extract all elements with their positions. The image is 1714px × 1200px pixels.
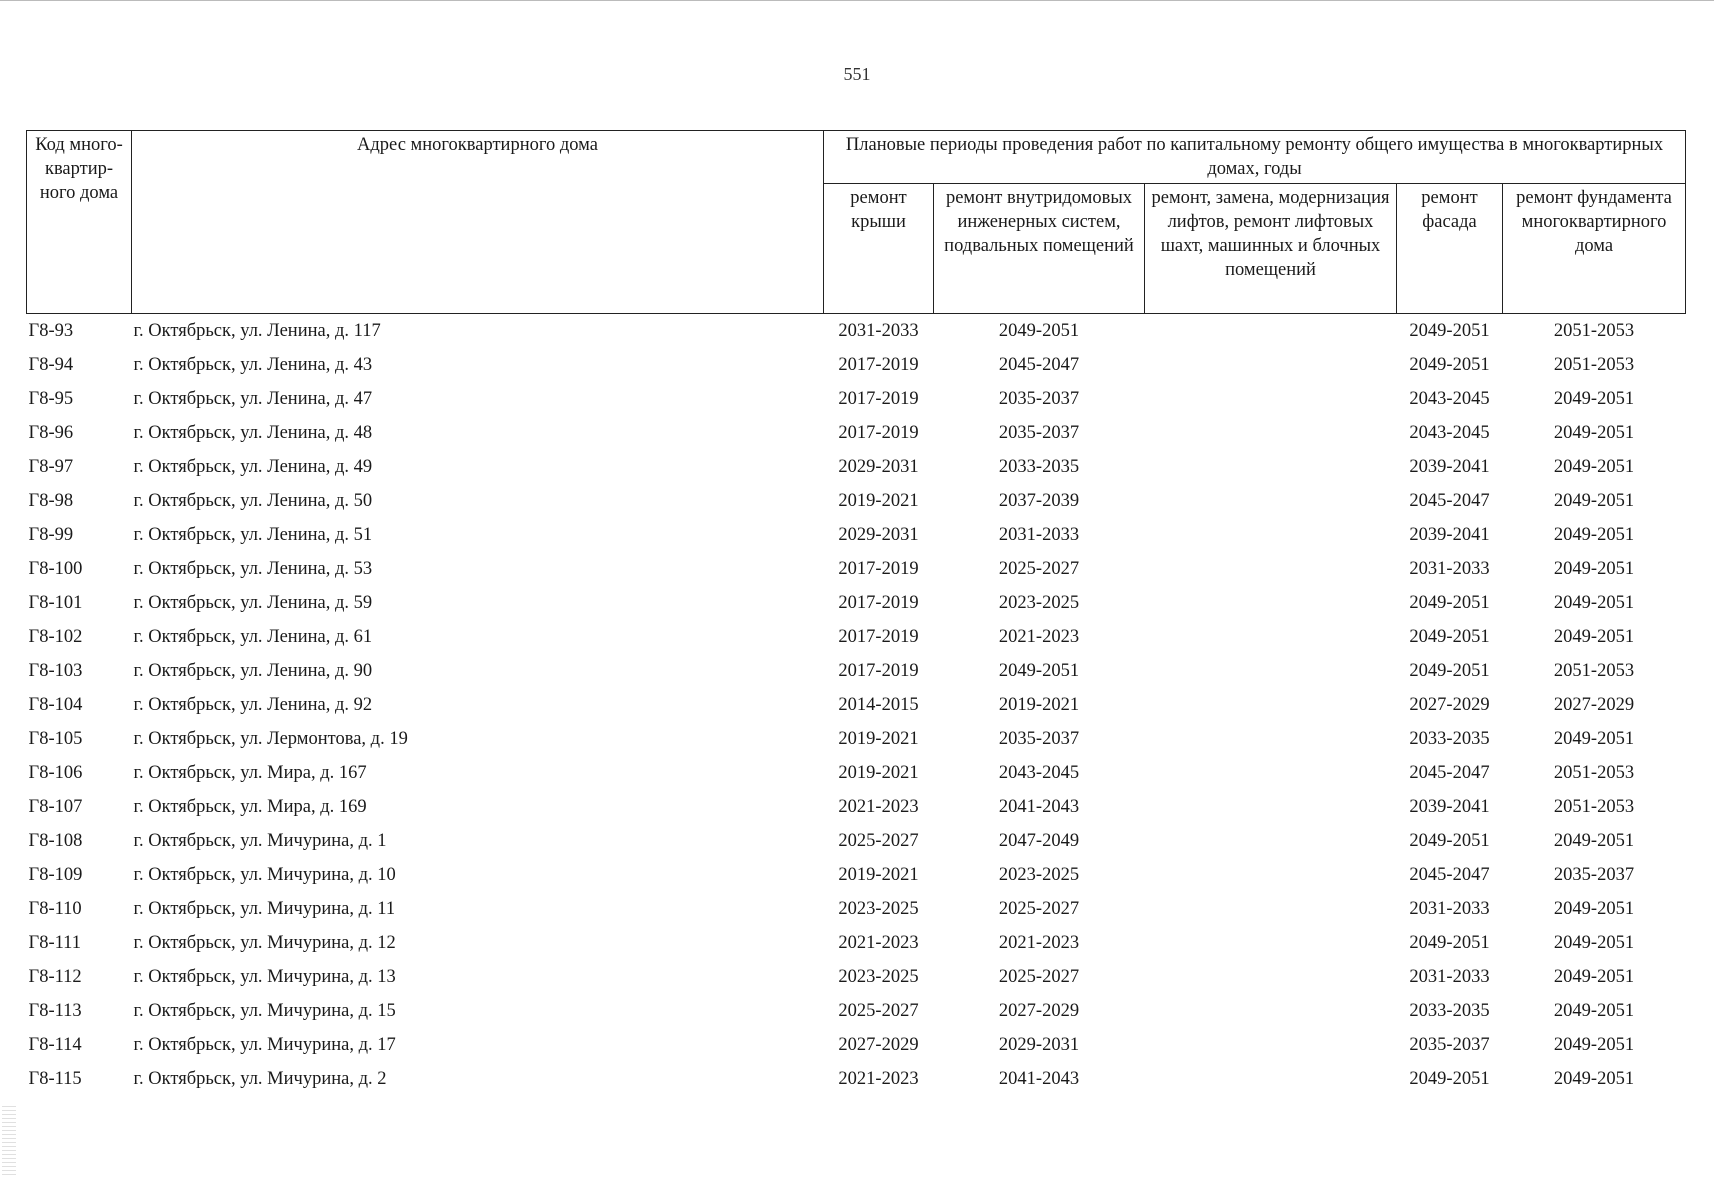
table-row (27, 552, 1686, 586)
cell-facade: 2033-2035 (1409, 1001, 1490, 1021)
cell-facade: 2027-2029 (1409, 695, 1490, 715)
cell-roof: 2017-2019 (838, 627, 919, 647)
cell-roof: 2021-2023 (838, 1069, 919, 1089)
table-row (27, 722, 1686, 756)
cell-roof: 2021-2023 (838, 797, 919, 817)
cell-address: г. Октябрьск, ул. Ленина, д. 61 (133, 627, 373, 647)
cell-code: Г8-98 (28, 491, 74, 511)
cell-elevators (1145, 348, 1397, 382)
cell-foundation: 2049-2051 (1553, 525, 1635, 545)
cell-elevators (1145, 416, 1397, 450)
cell-code: Г8-109 (28, 865, 83, 885)
cell-foundation: 2027-2029 (1553, 695, 1635, 715)
cell-address: г. Октябрьск, ул. Ленина, д. 47 (133, 389, 373, 409)
cell-code: Г8-106 (28, 763, 83, 783)
top-border-line (0, 0, 1714, 1)
cell-facade: 2039-2041 (1409, 797, 1490, 817)
cell-foundation: 2049-2051 (1553, 729, 1635, 749)
cell-elevators (1145, 722, 1397, 756)
cell-engineering: 2031-2033 (998, 525, 1080, 545)
cell-elevators (1145, 586, 1397, 620)
table-body (27, 314, 1686, 1097)
header-facade: ремонт фасада (1397, 184, 1503, 314)
table-row (27, 1028, 1686, 1062)
table-row (27, 620, 1686, 654)
cell-code: Г8-115 (28, 1069, 82, 1089)
cell-address: г. Октябрьск, ул. Мичурина, д. 12 (133, 933, 396, 953)
capital-repair-table (26, 130, 1686, 1096)
cell-facade: 2049-2051 (1409, 627, 1490, 647)
cell-roof: 2019-2021 (838, 865, 919, 885)
cell-elevators (1145, 620, 1397, 654)
cell-address: г. Октябрьск, ул. Ленина, д. 48 (133, 423, 373, 443)
table-row (27, 688, 1686, 722)
cell-engineering: 2021-2023 (998, 627, 1080, 647)
cell-facade: 2049-2051 (1409, 1069, 1490, 1089)
cell-address: г. Октябрьск, ул. Мира, д. 169 (133, 797, 367, 817)
cell-code: Г8-105 (28, 729, 83, 749)
cell-foundation: 2051-2053 (1553, 321, 1635, 341)
cell-elevators (1145, 654, 1397, 688)
cell-code: Г8-102 (28, 627, 83, 647)
cell-facade: 2043-2045 (1409, 423, 1490, 443)
cell-roof: 2017-2019 (838, 661, 919, 681)
cell-code: Г8-99 (28, 525, 74, 545)
cell-engineering: 2037-2039 (998, 491, 1080, 511)
cell-engineering: 2019-2021 (998, 695, 1080, 715)
cell-elevators (1145, 450, 1397, 484)
cell-facade: 2045-2047 (1409, 865, 1490, 885)
cell-engineering: 2023-2025 (998, 865, 1080, 885)
table-row (27, 1062, 1686, 1096)
cell-facade: 2045-2047 (1409, 763, 1490, 783)
table-row (27, 824, 1686, 858)
cell-facade: 2031-2033 (1409, 967, 1490, 987)
cell-elevators (1145, 994, 1397, 1028)
cell-elevators (1145, 960, 1397, 994)
cell-address: г. Октябрьск, ул. Мичурина, д. 11 (133, 899, 396, 919)
cell-code: Г8-111 (28, 933, 81, 953)
cell-facade: 2031-2033 (1409, 899, 1490, 919)
cell-facade: 2049-2051 (1409, 355, 1490, 375)
cell-foundation: 2051-2053 (1553, 797, 1635, 817)
cell-address: г. Октябрьск, ул. Ленина, д. 117 (133, 321, 381, 341)
cell-foundation: 2051-2053 (1553, 355, 1635, 375)
cell-code: Г8-94 (28, 355, 74, 375)
cell-facade: 2049-2051 (1409, 661, 1490, 681)
cell-facade: 2045-2047 (1409, 491, 1490, 511)
cell-elevators (1145, 688, 1397, 722)
cell-engineering: 2045-2047 (998, 355, 1080, 375)
header-foundation: ремонт фундамента многоквартирного дома (1503, 184, 1686, 314)
table-row (27, 314, 1686, 349)
cell-code: Г8-107 (28, 797, 83, 817)
cell-roof: 2023-2025 (838, 967, 919, 987)
cell-code: Г8-110 (28, 899, 82, 919)
cell-engineering: 2047-2049 (998, 831, 1080, 851)
cell-engineering: 2033-2035 (998, 457, 1080, 477)
cell-code: Г8-96 (28, 423, 74, 443)
cell-foundation: 2049-2051 (1553, 457, 1635, 477)
table-row (27, 756, 1686, 790)
cell-roof: 2017-2019 (838, 389, 919, 409)
cell-roof: 2019-2021 (838, 729, 919, 749)
cell-roof: 2021-2023 (838, 933, 919, 953)
cell-facade: 2049-2051 (1409, 593, 1490, 613)
cell-roof: 2017-2019 (838, 559, 919, 579)
cell-elevators (1145, 756, 1397, 790)
cell-facade: 2031-2033 (1409, 559, 1490, 579)
cell-facade: 2035-2037 (1409, 1035, 1490, 1055)
cell-engineering: 2035-2037 (998, 729, 1080, 749)
cell-engineering: 2023-2025 (998, 593, 1080, 613)
cell-foundation: 2035-2037 (1553, 865, 1635, 885)
cell-engineering: 2027-2029 (998, 1001, 1080, 1021)
table-row (27, 416, 1686, 450)
cell-roof: 2029-2031 (838, 457, 919, 477)
cell-address: г. Октябрьск, ул. Ленина, д. 50 (133, 491, 373, 511)
cell-engineering: 2025-2027 (998, 559, 1080, 579)
cell-engineering: 2025-2027 (998, 899, 1080, 919)
cell-elevators (1145, 518, 1397, 552)
cell-engineering: 2041-2043 (998, 797, 1080, 817)
cell-roof: 2023-2025 (838, 899, 919, 919)
table-row (27, 484, 1686, 518)
cell-elevators (1145, 314, 1397, 349)
cell-address: г. Октябрьск, ул. Мичурина, д. 13 (133, 967, 396, 987)
cell-facade: 2039-2041 (1409, 525, 1490, 545)
cell-address: г. Октябрьск, ул. Мичурина, д. 15 (133, 1001, 396, 1021)
cell-address: г. Октябрьск, ул. Ленина, д. 90 (133, 661, 373, 681)
cell-foundation: 2049-2051 (1553, 933, 1635, 953)
cell-foundation: 2049-2051 (1553, 1035, 1635, 1055)
table-row (27, 586, 1686, 620)
cell-elevators (1145, 382, 1397, 416)
cell-elevators (1145, 1062, 1397, 1096)
cell-engineering: 2035-2037 (998, 389, 1080, 409)
table-row (27, 858, 1686, 892)
cell-elevators (1145, 824, 1397, 858)
cell-elevators (1145, 858, 1397, 892)
cell-address: г. Октябрьск, ул. Мичурина, д. 1 (133, 831, 387, 851)
header-engineering: ремонт внутридомовых инженерных систем, подвальных помещений (934, 184, 1145, 314)
cell-elevators (1145, 552, 1397, 586)
cell-code: Г8-112 (28, 967, 82, 987)
cell-foundation: 2051-2053 (1553, 661, 1635, 681)
header-code: Код много-квартир-ного дома (27, 131, 132, 314)
table-row (27, 892, 1686, 926)
cell-code: Г8-114 (28, 1035, 82, 1055)
cell-engineering: 2049-2051 (998, 321, 1080, 341)
cell-address: г. Октябрьск, ул. Ленина, д. 51 (133, 525, 373, 545)
cell-elevators (1145, 892, 1397, 926)
cell-engineering: 2043-2045 (998, 763, 1080, 783)
header-elevators: ремонт, замена, модернизация лифтов, ремонт лифтовых шахт, машинных и блочных помещений (1145, 184, 1397, 314)
cell-facade: 2049-2051 (1409, 831, 1490, 851)
cell-code: Г8-113 (28, 1001, 82, 1021)
cell-facade: 2033-2035 (1409, 729, 1490, 749)
cell-code: Г8-95 (28, 389, 74, 409)
cell-code: Г8-100 (28, 559, 83, 579)
cell-foundation: 2049-2051 (1553, 627, 1635, 647)
table-row (27, 926, 1686, 960)
cell-engineering: 2021-2023 (998, 933, 1080, 953)
table-row (27, 382, 1686, 416)
cell-address: г. Октябрьск, ул. Ленина, д. 59 (133, 593, 373, 613)
table-row (27, 654, 1686, 688)
scan-artifact (2, 1105, 16, 1175)
cell-foundation: 2049-2051 (1553, 423, 1635, 443)
cell-facade: 2043-2045 (1409, 389, 1490, 409)
cell-foundation: 2051-2053 (1553, 763, 1635, 783)
cell-foundation: 2049-2051 (1553, 967, 1635, 987)
table-row (27, 790, 1686, 824)
cell-roof: 2017-2019 (838, 423, 919, 443)
cell-roof: 2025-2027 (838, 831, 919, 851)
table-row (27, 960, 1686, 994)
cell-roof: 2019-2021 (838, 763, 919, 783)
cell-code: Г8-101 (28, 593, 83, 613)
cell-code: Г8-103 (28, 661, 83, 681)
cell-address: г. Октябрьск, ул. Ленина, д. 92 (133, 695, 373, 715)
cell-roof: 2017-2019 (838, 593, 919, 613)
cell-roof: 2027-2029 (838, 1035, 919, 1055)
cell-address: г. Октябрьск, ул. Ленина, д. 43 (133, 355, 373, 375)
cell-elevators (1145, 484, 1397, 518)
cell-roof: 2029-2031 (838, 525, 919, 545)
cell-facade: 2049-2051 (1409, 933, 1490, 953)
cell-code: Г8-97 (28, 457, 74, 477)
cell-address: г. Октябрьск, ул. Ленина, д. 49 (133, 457, 373, 477)
cell-elevators (1145, 790, 1397, 824)
cell-engineering: 2041-2043 (998, 1069, 1080, 1089)
cell-facade: 2039-2041 (1409, 457, 1490, 477)
cell-elevators (1145, 926, 1397, 960)
cell-foundation: 2049-2051 (1553, 1069, 1635, 1089)
table-row (27, 450, 1686, 484)
table-row (27, 518, 1686, 552)
cell-address: г. Октябрьск, ул. Лермонтова, д. 19 (133, 729, 408, 749)
header-address: Адрес многоквартирного дома (132, 131, 824, 314)
table-row (27, 348, 1686, 382)
cell-engineering: 2025-2027 (998, 967, 1080, 987)
header-roof: ремонт крыши (824, 184, 934, 314)
table-header (27, 131, 1686, 314)
cell-engineering: 2029-2031 (998, 1035, 1080, 1055)
table-row (27, 994, 1686, 1028)
cell-code: Г8-104 (28, 695, 83, 715)
cell-foundation: 2049-2051 (1553, 389, 1635, 409)
cell-elevators (1145, 1028, 1397, 1062)
cell-engineering: 2035-2037 (998, 423, 1080, 443)
cell-roof: 2025-2027 (838, 1001, 919, 1021)
cell-foundation: 2049-2051 (1553, 899, 1635, 919)
cell-foundation: 2049-2051 (1553, 831, 1635, 851)
cell-address: г. Октябрьск, ул. Мичурина, д. 10 (133, 865, 396, 885)
cell-code: Г8-93 (28, 321, 74, 341)
cell-address: г. Октябрьск, ул. Ленина, д. 53 (133, 559, 373, 579)
cell-roof: 2031-2033 (838, 321, 919, 341)
cell-foundation: 2049-2051 (1553, 559, 1635, 579)
cell-roof: 2019-2021 (838, 491, 919, 511)
cell-address: г. Октябрьск, ул. Мичурина, д. 2 (133, 1069, 387, 1089)
cell-roof: 2017-2019 (838, 355, 919, 375)
cell-facade: 2049-2051 (1409, 321, 1490, 341)
cell-foundation: 2049-2051 (1553, 593, 1635, 613)
header-periods-group: Плановые периоды проведения работ по капитальному ремонту общего имущества в многоквартирных домах, годы (824, 131, 1686, 184)
cell-foundation: 2049-2051 (1553, 1001, 1635, 1021)
cell-address: г. Октябрьск, ул. Мичурина, д. 17 (133, 1035, 396, 1055)
cell-address: г. Октябрьск, ул. Мира, д. 167 (133, 763, 367, 783)
cell-engineering: 2049-2051 (998, 661, 1080, 681)
cell-roof: 2014-2015 (838, 695, 919, 715)
cell-foundation: 2049-2051 (1553, 491, 1635, 511)
page-number: 551 (843, 64, 871, 84)
cell-code: Г8-108 (28, 831, 83, 851)
